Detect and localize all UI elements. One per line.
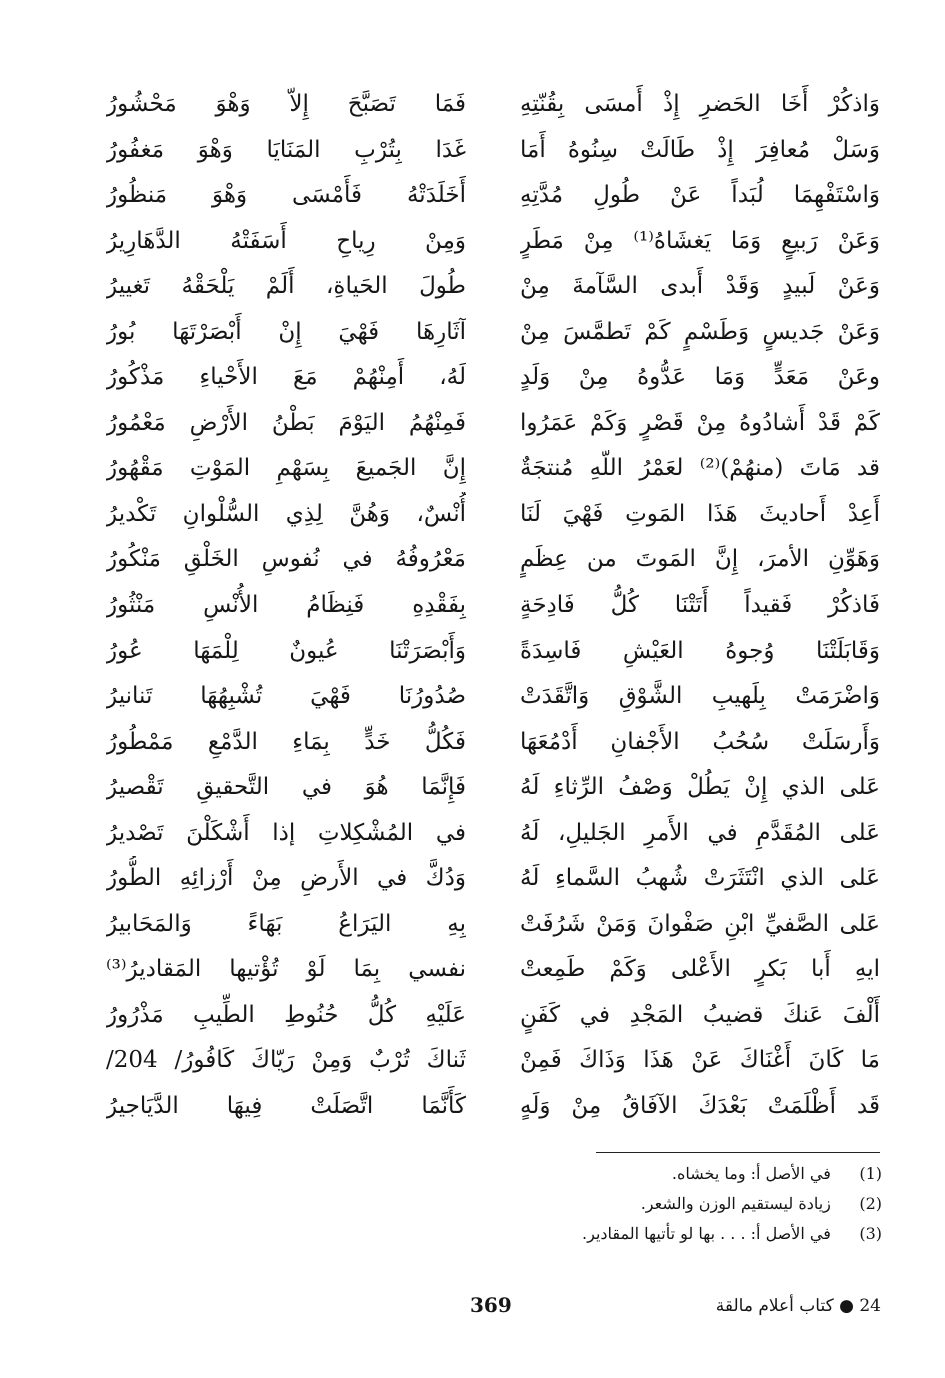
verse-line: وَاذكُرْ أَخَا الحَضرِ إِذْ أَمسَى بِقُنّتِهِ [520,91,880,117]
left-verse-column [106,82,466,1130]
verse-line: آثَارِهَا فَهْيَ إِنْ أَبْصَرْتَهَا بُورُ [106,318,466,345]
footnote-divider [596,1152,880,1153]
verse-line: غَدَا بِتُرْبِ المَنَايَا وَهْوَ مَغفُورُ [106,136,466,163]
footnote-text: في الأصل أ: وما يخشاه. [671,1164,831,1183]
verse-line: كَأَنَّمَا اتَّصَلَتْ فِيهَا الدَّيَاجيرُ [106,1093,466,1120]
verse-line: فَكُلُّ خَدٍّ بِمَاءِ الدَّمْعِ مَمْطُورُ [106,728,466,755]
footnote-number: (1) [859,1164,882,1183]
verse-line: وَعَنْ لَبيدٍ وَقَدْ أَبدى السَّآمةَ مِنْ [520,273,880,300]
verse-line: ثَناكَ تُرْبٌ وَمِنْ رَيّاكَ كَافُورُ/ 204/ [106,1047,466,1074]
verse-line: فَاذكُرْ فَقيداً أَتَتْنَا كُلُّ فَادِحَةٍ [520,592,880,619]
verse-line: طُولَ الحَياةِ، أَلَمْ يَلْحَقْهُ تَغييرُ [106,273,466,300]
verse-line: وَسَلْ مُعافِرَ إِذْ طَالَتْ سِنُوهُ أَمَا [520,136,880,163]
page-number: 369 [470,1293,512,1317]
verse-line: إِنَّ الجَميعَ بِسَهْمِ المَوْتِ مَقْهُورُ [106,455,466,482]
verse-line: وعَنْ مَعَدٍّ وَمَا عَدُّوهُ مِنْ وَلَدٍ [520,364,880,391]
verse-line: بِفَقْدِهِ فَنِظَامُ الأُنْسِ مَنْثُورُ [106,592,466,619]
verse-line: أَلْفَ عَنكَ قضيبُ المَجْدِ في كَفَنٍ [520,1001,880,1028]
verse-line: لَهُ، أَمِنْهُمْ مَعَ الأَحْياءِ مَذْكُورُ [106,364,466,391]
verse-line: وَعَنْ رَبيعٍ وَمَا يَغشَاهُ⁽¹⁾ مِنْ مَطَرٍ [520,227,880,254]
footnote-text: زيادة ليستقيم الوزن والشعر. [640,1194,831,1213]
verse-line: فَمَا تَصَبَّحَ إِلاّ وَهْوَ مَحْشُورُ [106,91,466,117]
verse-line: وَمِنْ رِياحِ أَسَفَتْهُ الدَّهَارِيرُ [106,227,466,254]
verse-line: وَاسْتَفْهِمَا لُبَداً عَنْ طُولِ مُدَّتِهِ [520,182,880,209]
verse-line: وَأَبْصَرَتْنَا عُيونٌ لِلْمَهَا عُورُ [106,637,466,664]
footnote [520,1189,882,1219]
verse-line: ايهِ أَبا بَكرٍ الأَعْلى وَكَمْ طَمِعتْ [520,956,880,983]
verse-line: فَإِنَّمَا هُوَ في التَّحقيقِ تَقْصيرُ [106,774,466,801]
verse-line: مَعْرُوفُهُ في نُفوسِ الخَلْقِ مَنْكُورُ [106,546,466,573]
verse-line: أَعِدْ أَحاديثَ هَذَا المَوتِ فَهْيَ لَنَا [520,500,880,527]
footnote [520,1219,882,1249]
footnote-number: (3) [859,1224,882,1243]
verse-line: وَهَوِّنِ الأمرَ، إِنَّ المَوتَ من عِظَمٍ [520,546,880,573]
verse-line: أُنْسٌ، وَهُنَّ لِذِي السُّلْوانِ تَكْديرُ [106,500,466,527]
verse-line: بِهِ اليَرَاعُ بَهَاءً وَالمَحَابيرُ [106,910,466,937]
verse-line: عَلَيْهِ كُلُّ حُنُوطِ الطِّيبِ مَذْرُورُ [106,1001,466,1028]
verse-line: فَمِنْهُمُ اليَوْمَ بَطْنُ الأَرْضِ مَعْمُورُ [106,409,466,436]
verse-line: في المُشْكِلاتِ إذا أَشْكَلْنَ تَصْديرُ [106,819,466,846]
verse-line: كَمْ قَدْ أَشادُوهُ مِنْ قَصْرٍ وَكَمْ عَمَرُوا [520,409,880,436]
verse-line: عَلى الصَّفيِّ ابْنِ صَفْوانَ وَمَنْ شَرُفَتْ [520,910,880,937]
verse-line: عَلى الذي إِنْ يَطُلْ وَصْفُ الرِّثاءِ لَهُ [520,774,880,801]
verse-line: قَد أَظْلَمَتْ بَعْدَكَ الآفَاقُ مِنْ وَلَهٍ [520,1093,880,1120]
verse-line: وَقَابَلَتْنَا وُجوهُ العَيْشِ فَاسِدَةً [520,637,880,664]
verse-line: صُدُورُنَا فَهْيَ تُشْبِهُهَا تَنانيرُ [106,683,466,710]
footnote-number: (2) [859,1194,882,1213]
verse-line: وَاضْرَمَتْ بِلَهيبِ الشَّوْقِ وَاتَّقَدَتْ [520,683,880,710]
footnotes [520,1159,882,1249]
verse-line: وَعَنْ جَديسٍ وَطَسْمٍ كَمْ تَطمَّسَ مِنْ [520,318,880,345]
running-footer: 24 ● كتاب أعلام مالقة [715,1296,881,1316]
verse-line: وَأَرسَلَتْ سُحُبُ الأَجْفانِ أَدْمُعَهَا [520,728,880,755]
verse-line: مَا كَانَ أَغْنَاكَ عَنْ هَذَا وَذَاكَ فَمِنْ [520,1047,880,1074]
verse-line: وَدُكَّ في الأَرضِ مِنْ أَرْزائِهِ الطُّورُ [106,865,466,892]
verse-line: أَخَلَدَتْهُ فَأَمْسَى وَهْوَ مَنظُورُ [106,182,466,209]
verse-line: عَلى المُقَدَّمِ في الأَمرِ الجَليلِ، لَهُ [520,819,880,846]
footnote-text: في الأصل أ: . . . بها لو تأتيها المقادير. [582,1224,831,1243]
footnote [520,1159,882,1189]
verse-line: قد مَاتَ (منهُمْ)⁽²⁾ لعَمْرُ اللّهِ مُنتجَةٌ [520,455,880,482]
verse-line: نفسي بِمَا لَوْ تُؤْتيها المَقاديرُ⁽³⁾ [106,956,466,983]
verse-line: عَلى الذي انْتَثَرَتْ شُهبُ السَّماءِ لَهُ [520,865,880,892]
right-verse-column [520,82,880,1130]
